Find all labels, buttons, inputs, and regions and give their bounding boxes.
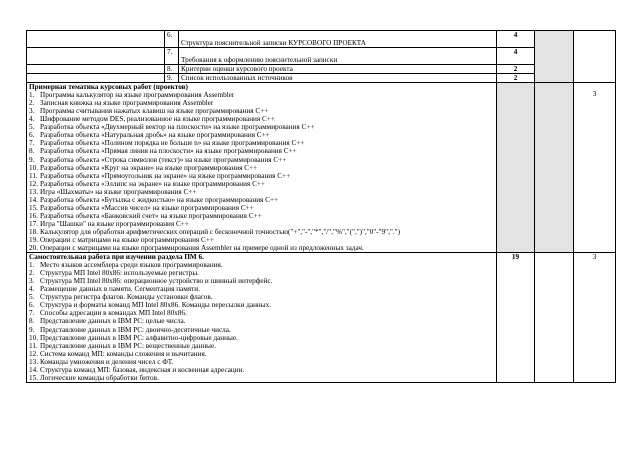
selfwork-section-cell xyxy=(27,253,497,383)
topic-item xyxy=(29,115,494,123)
item-text: Программа калькулятор на языке программирования Assembler xyxy=(40,91,235,100)
topics-section-cell xyxy=(27,83,497,253)
topic-item xyxy=(29,139,494,147)
row-hours: 2 xyxy=(497,74,535,83)
selfwork-item xyxy=(29,326,494,334)
item-text: Записная книжка на языке программирования Assembler xyxy=(40,99,214,108)
curriculum-table xyxy=(26,30,616,383)
item-number: 5. xyxy=(29,123,35,132)
topics-list xyxy=(29,91,494,252)
item-number: 2. xyxy=(29,99,35,108)
blank-cell xyxy=(27,74,165,83)
blank-cell xyxy=(574,31,616,83)
blank-cell xyxy=(27,31,165,48)
item-number: 11. xyxy=(29,171,38,180)
item-text: Размещение данных в памяти. Сегментация памяти. xyxy=(40,285,200,294)
item-text: Операции с матрицами на языке программирования Assembler на примере одной из предложенных задач. xyxy=(40,244,364,253)
item-text: Операции с матрицами на языке программирования С++ xyxy=(40,235,214,244)
topic-item xyxy=(29,131,494,139)
selfwork-item xyxy=(29,366,494,374)
item-number: 15. xyxy=(29,203,38,212)
item-text: Игра «Шахматы» на языке программирования С++ xyxy=(40,187,197,196)
item-number: 4. xyxy=(29,115,35,124)
topic-item xyxy=(29,99,494,107)
item-text: Разработка объекта «Круг на экране» на языке программирования С++ xyxy=(40,163,258,172)
item-number: 12. xyxy=(29,349,38,358)
item-text: Разработка объекта «Банковский счет» на языке программирования С++ xyxy=(40,211,262,220)
selfwork-section-row xyxy=(27,253,616,383)
item-text: Структура и форматы команд МП Intel 80x86. Команды пересылки данных. xyxy=(40,301,271,310)
topic-item xyxy=(29,107,494,115)
item-number: 17. xyxy=(29,219,38,228)
shaded-cell xyxy=(535,31,574,83)
row-hours: 2 xyxy=(497,65,535,74)
structure-row-6 xyxy=(27,31,616,48)
topic-item xyxy=(29,91,494,99)
item-number: 16. xyxy=(29,211,38,220)
item-number: 10. xyxy=(29,163,38,172)
item-text: Структура МП Intel 80x86: используемые регистры. xyxy=(40,269,199,278)
row-hours: 4 xyxy=(497,48,535,65)
item-text: Разработка объекта «Двухмерный вектор на плоскости» на языке программирования С++ xyxy=(40,123,315,132)
topic-item xyxy=(29,228,494,236)
item-number: 3. xyxy=(29,277,35,286)
selfwork-hours: 19 xyxy=(497,253,535,383)
item-text: Система команд МП: команды сложения и вычитания. xyxy=(40,349,207,358)
topic-item xyxy=(29,188,494,196)
item-text: Игра "Шашки" на языке программирования С++ xyxy=(40,219,189,228)
row-number: 6. xyxy=(165,31,179,48)
selfwork-item xyxy=(29,309,494,317)
item-number: 3. xyxy=(29,107,35,116)
item-text: Разработка объекта «Полином порядка не больше n» на языке программирования С++ xyxy=(40,139,305,148)
item-number: 7. xyxy=(29,309,35,318)
item-number: 2. xyxy=(29,269,35,278)
item-text: Разработка объекта «Строка символов (текст)» на языке программирования С++ xyxy=(40,155,287,164)
item-number: 8. xyxy=(29,317,35,326)
item-number: 11. xyxy=(29,341,38,350)
item-text: Представление данных в IBM PC: целые числа. xyxy=(40,317,186,326)
structure-row-9 xyxy=(27,74,616,83)
row-text: Требования к оформлению пояснительной записки xyxy=(179,48,497,65)
selfwork-level: 3 xyxy=(574,253,616,383)
selfwork-item xyxy=(29,350,494,358)
item-number: 6. xyxy=(29,301,35,310)
shaded-cell xyxy=(535,83,574,253)
selfwork-item xyxy=(29,334,494,342)
blank-cell xyxy=(27,65,165,74)
topic-item xyxy=(29,156,494,164)
item-number: 14. xyxy=(29,365,38,374)
topics-level: 3 xyxy=(574,83,616,253)
item-number: 7. xyxy=(29,139,35,148)
item-number: 18. xyxy=(29,227,38,236)
item-number: 19. xyxy=(29,235,38,244)
item-number: 12. xyxy=(29,179,38,188)
item-number: 6. xyxy=(29,131,35,140)
item-number: 13. xyxy=(29,357,38,366)
item-number: 1. xyxy=(29,91,35,100)
selfwork-item xyxy=(29,285,494,293)
row-text: Структура пояснительной записки КУРСОВОГО ПРОЕКТА xyxy=(179,31,497,48)
item-text: Логические команды обработки битов. xyxy=(40,373,159,382)
item-number: 15. xyxy=(29,373,38,382)
topic-item xyxy=(29,147,494,155)
row-number: 7. xyxy=(165,48,179,65)
selfwork-item xyxy=(29,301,494,309)
item-number: 10. xyxy=(29,333,38,342)
row-hours: 4 xyxy=(497,31,535,48)
selfwork-item xyxy=(29,261,494,269)
topic-item xyxy=(29,172,494,180)
selfwork-item xyxy=(29,293,494,301)
item-number: 14. xyxy=(29,195,38,204)
topic-item xyxy=(29,220,494,228)
item-text: Разработка объекта «Массив чисел» на языке программирования С++ xyxy=(40,203,254,212)
topics-heading: Примерная тематика курсовых работ (проектов) xyxy=(29,83,188,92)
row-number: 9. xyxy=(165,74,179,83)
item-text: Разработка объекта «Бутылка с жидкостью» на языке программирования С++ xyxy=(40,195,279,204)
selfwork-item xyxy=(29,277,494,285)
item-text: Представление данных в IBM PC: вещественные данные. xyxy=(40,341,216,350)
structure-row-8 xyxy=(27,65,616,74)
item-number: 4. xyxy=(29,285,35,294)
item-text: Разработка объекта «Эллипс на экране» на языке программирования С++ xyxy=(40,179,265,188)
item-number: 9. xyxy=(29,325,35,334)
topic-item xyxy=(29,236,494,244)
topics-section-row xyxy=(27,83,616,253)
blank-cell xyxy=(535,253,574,383)
selfwork-item xyxy=(29,317,494,325)
row-text: Список использованных источников xyxy=(179,74,497,83)
selfwork-item xyxy=(29,374,494,382)
row-text: Критерии оценки курсового проекта xyxy=(179,65,497,74)
topic-item xyxy=(29,123,494,131)
item-text: Представление данных в IBM PC: алфавитно-цифровые данные. xyxy=(40,333,238,342)
shaded-cell xyxy=(497,83,535,253)
item-text: Место языков ассемблера среди языков программирования. xyxy=(40,261,223,270)
item-text: Способы адресации в командах МП Intel 80x86. xyxy=(40,309,187,318)
blank-cell xyxy=(27,48,165,65)
item-text: Разработка объекта «Прямая линия на плоскости» на языке программирования С++ xyxy=(40,147,297,156)
topic-item xyxy=(29,212,494,220)
item-text: Калькулятор для обработки арифметических операций с бесконечной точностью("+","-","*","/","%","(",")","0"-"9",".") xyxy=(40,227,400,236)
row-number: 8. xyxy=(165,65,179,74)
item-text: Представление данных в IBM PC: двоично-десятичные числа. xyxy=(40,325,231,334)
selfwork-item xyxy=(29,269,494,277)
item-number: 9. xyxy=(29,155,35,164)
item-text: Программа считывания нажатых клавиш на языке программирования С++ xyxy=(40,107,269,116)
item-text: Разработка объекта «Прямоугольник на экране» на языке программирования С++ xyxy=(40,171,291,180)
item-text: Структура МП Intel 80x86: операционное устройство и шинный интерфейс. xyxy=(40,277,273,286)
selfwork-item xyxy=(29,342,494,350)
item-text: Структура регистра флагов. Команды установки флагов. xyxy=(40,293,213,302)
structure-row-7 xyxy=(27,48,616,65)
selfwork-item xyxy=(29,358,494,366)
item-number: 5. xyxy=(29,293,35,302)
selfwork-heading: Самостоятельная работа при изучении раздела ПМ 6. xyxy=(29,253,204,262)
topic-item xyxy=(29,164,494,172)
item-number: 1. xyxy=(29,261,35,270)
topic-item xyxy=(29,196,494,204)
item-number: 13. xyxy=(29,187,38,196)
item-text: Разработка объекта «Натуральная дробь» на языке программирования С++ xyxy=(40,131,270,140)
item-text: Шифрование методом DES, реализованное на языке программирования С++ xyxy=(40,115,275,124)
item-text: Команды умножения и деления чисел с ФТ. xyxy=(40,357,174,366)
selfwork-list xyxy=(29,261,494,382)
topic-item xyxy=(29,204,494,212)
topic-item xyxy=(29,180,494,188)
topic-item xyxy=(29,244,494,252)
item-number: 8. xyxy=(29,147,35,156)
item-text: Структура команд МП: базовая, индексная и косвенная адресации. xyxy=(40,365,245,374)
item-number: 20. xyxy=(29,244,38,253)
